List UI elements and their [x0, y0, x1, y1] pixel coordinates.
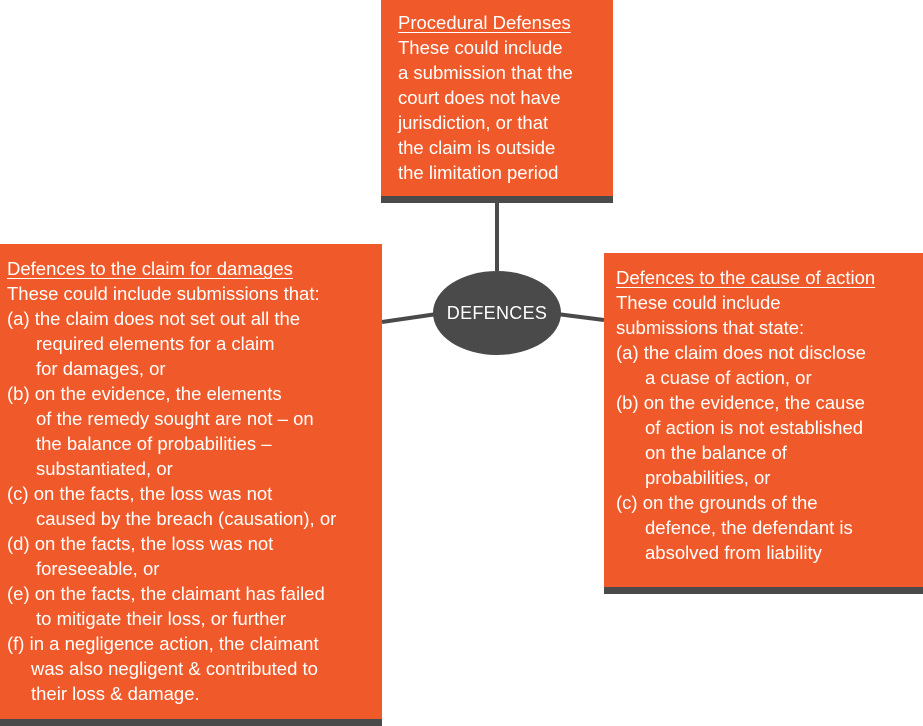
damages-defences-box	[0, 244, 382, 726]
connector-right	[557, 314, 604, 320]
procedural-line: court does not have	[398, 87, 561, 108]
cause-of-action-defences-box	[604, 253, 923, 594]
damages-line: was also negligent & contributed to	[31, 658, 318, 679]
cause-of-action-title: Defences to the cause of action	[616, 267, 876, 288]
procedural-line: the limitation period	[398, 162, 559, 183]
cause-line: probabilities, or	[645, 467, 771, 488]
damages-line: substantiated, or	[36, 458, 173, 479]
procedural-line: These could include	[398, 37, 563, 58]
damages-line: of the remedy sought are not – on	[36, 408, 314, 429]
procedural-defenses-box	[381, 0, 613, 203]
damages-line: (a) the claim does not set out all the	[7, 308, 301, 329]
procedural-line: the claim is outside	[398, 137, 556, 158]
cause-line: (a) the claim does not disclose	[616, 342, 866, 363]
cause-line: These could include	[616, 292, 781, 313]
connector-left	[382, 314, 437, 322]
cause-line: absolved from liability	[645, 542, 822, 563]
damages-line: (e) on the facts, the claimant has failed	[7, 583, 325, 604]
procedural-line: a submission that the	[398, 62, 573, 83]
damages-line: (f) in a negligence action, the claimant	[7, 633, 319, 654]
cause-line: (b) on the evidence, the cause	[616, 392, 865, 413]
damages-line: foreseeable, or	[36, 558, 160, 579]
cause-shadow-bar	[604, 587, 923, 594]
cause-line: submissions that state:	[616, 317, 805, 338]
defences-center-node	[433, 271, 561, 355]
procedural-line: jurisdiction, or that	[398, 112, 549, 133]
cause-line: on the balance of	[645, 442, 787, 463]
procedural-defenses-title: Procedural Defenses	[398, 12, 571, 33]
damages-shadow-bar	[0, 719, 382, 726]
cause-line: of action is not established	[645, 417, 864, 438]
damages-line: to mitigate their loss, or further	[36, 608, 286, 629]
cause-line: (c) on the grounds of the	[616, 492, 818, 513]
damages-line: These could include submissions that:	[7, 283, 320, 304]
damages-line: (d) on the facts, the loss was not	[7, 533, 274, 554]
damages-line: (c) on the facts, the loss was not	[7, 483, 273, 504]
procedural-shadow-bar	[381, 196, 613, 203]
damages-line: for damages, or	[36, 358, 166, 379]
damages-line: their loss & damage.	[31, 683, 200, 704]
damages-line: the balance of probabilities –	[36, 433, 272, 454]
cause-line: defence, the defendant is	[645, 517, 853, 538]
damages-line: required elements for a claim	[36, 333, 275, 354]
defences-center-label: DEFENCES	[446, 302, 548, 323]
damages-line: caused by the breach (causation), or	[36, 508, 337, 529]
damages-line: (b) on the evidence, the elements	[7, 383, 282, 404]
cause-line: a cuase of action, or	[645, 367, 812, 388]
damages-defences-title: Defences to the claim for damages	[7, 258, 293, 279]
